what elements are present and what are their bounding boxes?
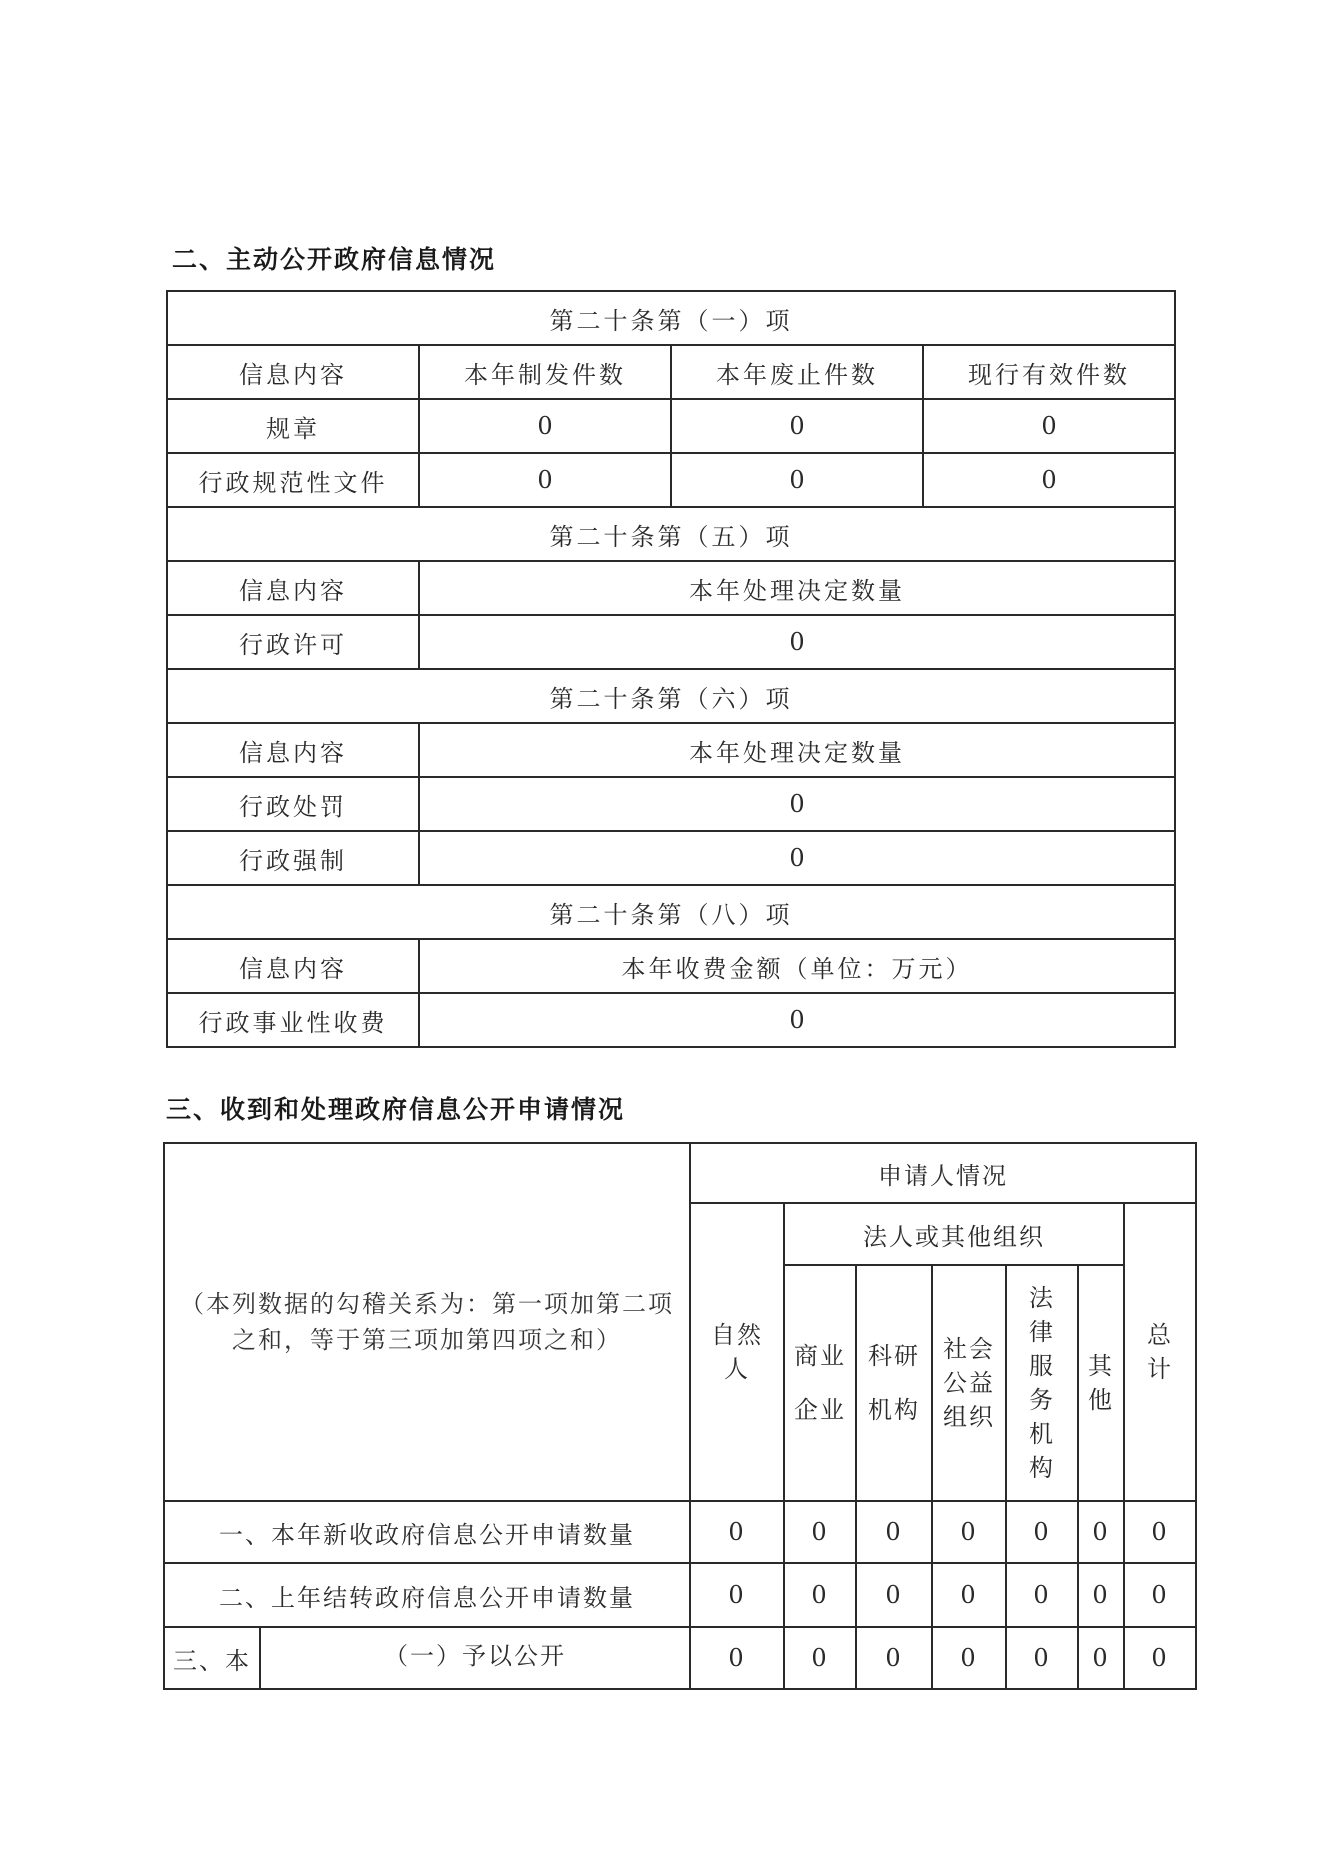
other-label: 其他 (1087, 1352, 1114, 1414)
cell-value: 0 (784, 1501, 856, 1563)
table-row (164, 1627, 1196, 1689)
table-row (167, 615, 1175, 669)
row-label: 规章 (167, 399, 419, 453)
cell-value: 0 (1078, 1563, 1124, 1627)
table-row (167, 993, 1175, 1047)
col-info-content: 信息内容 (167, 723, 419, 777)
legal-service-label: 法律服务机构 (1028, 1284, 1055, 1482)
table-row (167, 831, 1175, 885)
table-row (164, 1501, 1196, 1563)
note-cell (164, 1143, 690, 1501)
col-total (1124, 1203, 1196, 1501)
cell-value: 0 (1124, 1501, 1196, 1563)
col-info-content: 信息内容 (167, 561, 419, 615)
relation-note: （本列数据的勾稽关系为：第一项加第二项之和，等于第三项加第四项之和） (180, 1290, 674, 1354)
row-prefix: 三、本 (164, 1627, 260, 1689)
cell-value: 0 (856, 1563, 932, 1627)
proactive-disclosure-table (166, 290, 1176, 1048)
applicant-header: 申请人情况 (690, 1143, 1196, 1203)
cell-value: 0 (419, 453, 671, 507)
col-other (1078, 1265, 1124, 1501)
cell-value: 0 (1006, 1627, 1078, 1689)
cell-value: 0 (1078, 1501, 1124, 1563)
section3-title: 三、收到和处理政府信息公开申请情况 (166, 1095, 626, 1124)
col-valid: 现行有效件数 (923, 345, 1175, 399)
cell-value: 0 (671, 453, 923, 507)
cell-value: 0 (932, 1627, 1006, 1689)
table-row (167, 777, 1175, 831)
natural-person-label: 自然人 (711, 1321, 763, 1383)
cell-value: 0 (690, 1627, 784, 1689)
cell-value: 0 (419, 831, 1175, 885)
cell-value: 0 (690, 1501, 784, 1563)
cell-value: 0 (1006, 1563, 1078, 1627)
col-issued: 本年制发件数 (419, 345, 671, 399)
col-public-welfare (932, 1265, 1006, 1501)
cell-value: 0 (419, 777, 1175, 831)
art1-header: 第二十条第（一）项 (167, 291, 1175, 345)
total-label: 总计 (1147, 1321, 1174, 1383)
row-label: 行政事业性收费 (167, 993, 419, 1047)
row-label: 行政许可 (167, 615, 419, 669)
application-table (163, 1142, 1197, 1690)
cell-value: 0 (690, 1563, 784, 1627)
art8-header: 第二十条第（八）项 (167, 885, 1175, 939)
col-natural-person (690, 1203, 784, 1501)
cell-value: 0 (1124, 1627, 1196, 1689)
research-label: 科研机构 (868, 1342, 920, 1424)
col-decision-count: 本年处理决定数量 (419, 723, 1175, 777)
col-info-content: 信息内容 (167, 939, 419, 993)
row-label: 二、上年结转政府信息公开申请数量 (164, 1563, 690, 1627)
cell-value: 0 (671, 399, 923, 453)
row-label: 行政规范性文件 (167, 453, 419, 507)
cell-value: 0 (1006, 1501, 1078, 1563)
art5-header: 第二十条第（五）项 (167, 507, 1175, 561)
col-info-content: 信息内容 (167, 345, 419, 399)
cell-value: 0 (923, 453, 1175, 507)
cell-value: 0 (419, 615, 1175, 669)
legal-header: 法人或其他组织 (784, 1203, 1124, 1265)
col-legal-service (1006, 1265, 1078, 1501)
cell-value: 0 (1078, 1627, 1124, 1689)
col-business (784, 1265, 856, 1501)
cell-value: 0 (784, 1563, 856, 1627)
cell-value: 0 (784, 1627, 856, 1689)
cell-value: 0 (932, 1501, 1006, 1563)
cell-value: 0 (856, 1627, 932, 1689)
public-welfare-label: 社会公益组织 (943, 1335, 995, 1431)
cell-value: 0 (932, 1563, 1006, 1627)
art6-header: 第二十条第（六）项 (167, 669, 1175, 723)
row-label: 一、本年新收政府信息公开申请数量 (164, 1501, 690, 1563)
col-abolished: 本年废止件数 (671, 345, 923, 399)
cell-value: 0 (856, 1501, 932, 1563)
row-label: （一）予以公开 (260, 1627, 690, 1689)
col-decision-count: 本年处理决定数量 (419, 561, 1175, 615)
row-label: 行政处罚 (167, 777, 419, 831)
business-label: 商业企业 (794, 1342, 846, 1424)
section2-title: 二、主动公开政府信息情况 (172, 245, 497, 274)
table-row (164, 1563, 1196, 1627)
cell-value: 0 (1124, 1563, 1196, 1627)
col-research (856, 1265, 932, 1501)
col-fee-amount: 本年收费金额（单位：万元） (419, 939, 1175, 993)
table-row (167, 399, 1175, 453)
cell-value: 0 (419, 399, 671, 453)
table-row (167, 453, 1175, 507)
cell-value: 0 (923, 399, 1175, 453)
cell-value: 0 (419, 993, 1175, 1047)
row-label: 行政强制 (167, 831, 419, 885)
